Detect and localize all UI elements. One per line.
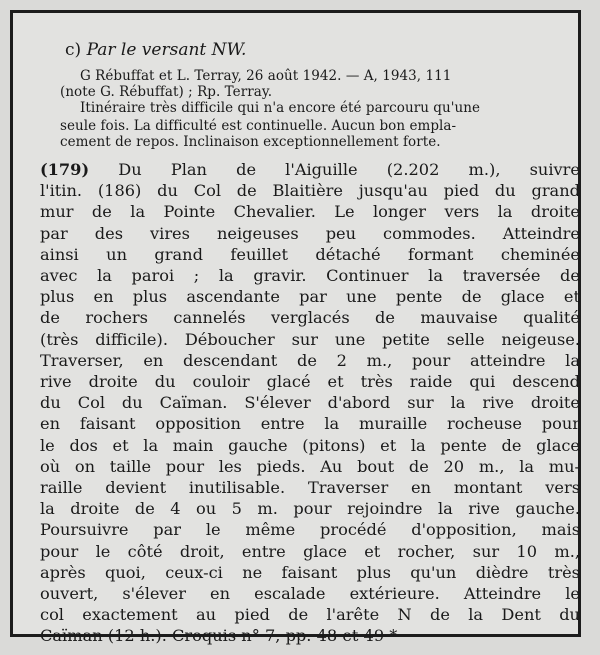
summary-line-3: cement de repos. Inclinaison exceptionnellement forte. <box>60 134 441 150</box>
route-number: (179) <box>40 160 90 179</box>
route-line: rive droite du couloir glacé et très raide qui descend <box>40 372 580 391</box>
route-line: en faisant opposition entre la muraille rocheuse pour <box>40 414 580 434</box>
route-line: de rochers cannelés verglacés de mauvaise qualité <box>40 308 580 328</box>
section-letter: c) <box>65 40 82 60</box>
route-line: Traverser, en descendant de 2 m., pour atteindre la <box>40 350 580 370</box>
credits-line-2: (note G. Rébuffat) ; Rp. Terray. <box>60 84 273 100</box>
section-heading <box>65 40 246 60</box>
route-line: où on taille pour les pieds. Au bout de 20 m., la mu- <box>40 456 580 476</box>
route-line: plus en plus ascendante par une pente de glace et <box>40 287 580 307</box>
route-line: raille devient inutilisable. Traverser en montant vers <box>40 478 580 497</box>
section-title: Par le versant NW. <box>86 40 247 60</box>
route-line: mur de la Pointe Chevalier. Le longer vers la droite <box>40 202 580 222</box>
route-line: le dos et la main gauche (pitons) et la pente de glace <box>40 435 580 455</box>
route-line: la droite de 4 ou 5 m. pour rejoindre la rive gauche. <box>40 499 580 519</box>
summary-line-2: seule fois. La difficulté est continuelle. Aucun bon empla- <box>60 118 457 134</box>
route-line: après quoi, ceux-ci ne faisant plus qu'un dièdre très <box>40 562 580 582</box>
route-final-line: Caïman (12 h.). Croquis n° 7, pp. 48 et 49 * <box>40 626 398 646</box>
route-line: du Col du Caïman. S'élever d'abord sur la rive droite <box>40 393 580 413</box>
route-first-line-text: Du Plan de l'Aiguille (2.202 m.), suivre <box>118 160 580 179</box>
route-line: (très difficile). Déboucher sur une petite selle neigeuse. <box>40 329 580 349</box>
route-line: par des vires neigeuses peu commodes. Atteindre <box>40 223 580 243</box>
route-line: ainsi un grand feuillet détaché formant cheminée <box>40 244 580 264</box>
route-first-line <box>40 160 580 180</box>
route-line: col exactement au pied de l'arête N de la Dent du <box>40 605 580 625</box>
credits-line-1: G Rébuffat et L. Terray, 26 août 1942. — A, 1943, 111 <box>80 68 452 84</box>
summary-line-1: Itinéraire très difficile qui n'a encore été parcouru qu'une <box>80 100 481 116</box>
route-line: avec la paroi ; la gravir. Continuer la traversée de <box>40 266 580 285</box>
route-line: ouvert, s'élever en escalade extérieure. Atteindre le <box>40 584 580 603</box>
route-line: Poursuivre par le même procédé d'opposition, mais <box>40 520 580 540</box>
route-line: l'itin. (186) du Col de Blaitière jusqu'au pied du grand <box>40 181 580 201</box>
route-line: pour le côté droit, entre glace et rocher, sur 10 m., <box>40 541 580 561</box>
